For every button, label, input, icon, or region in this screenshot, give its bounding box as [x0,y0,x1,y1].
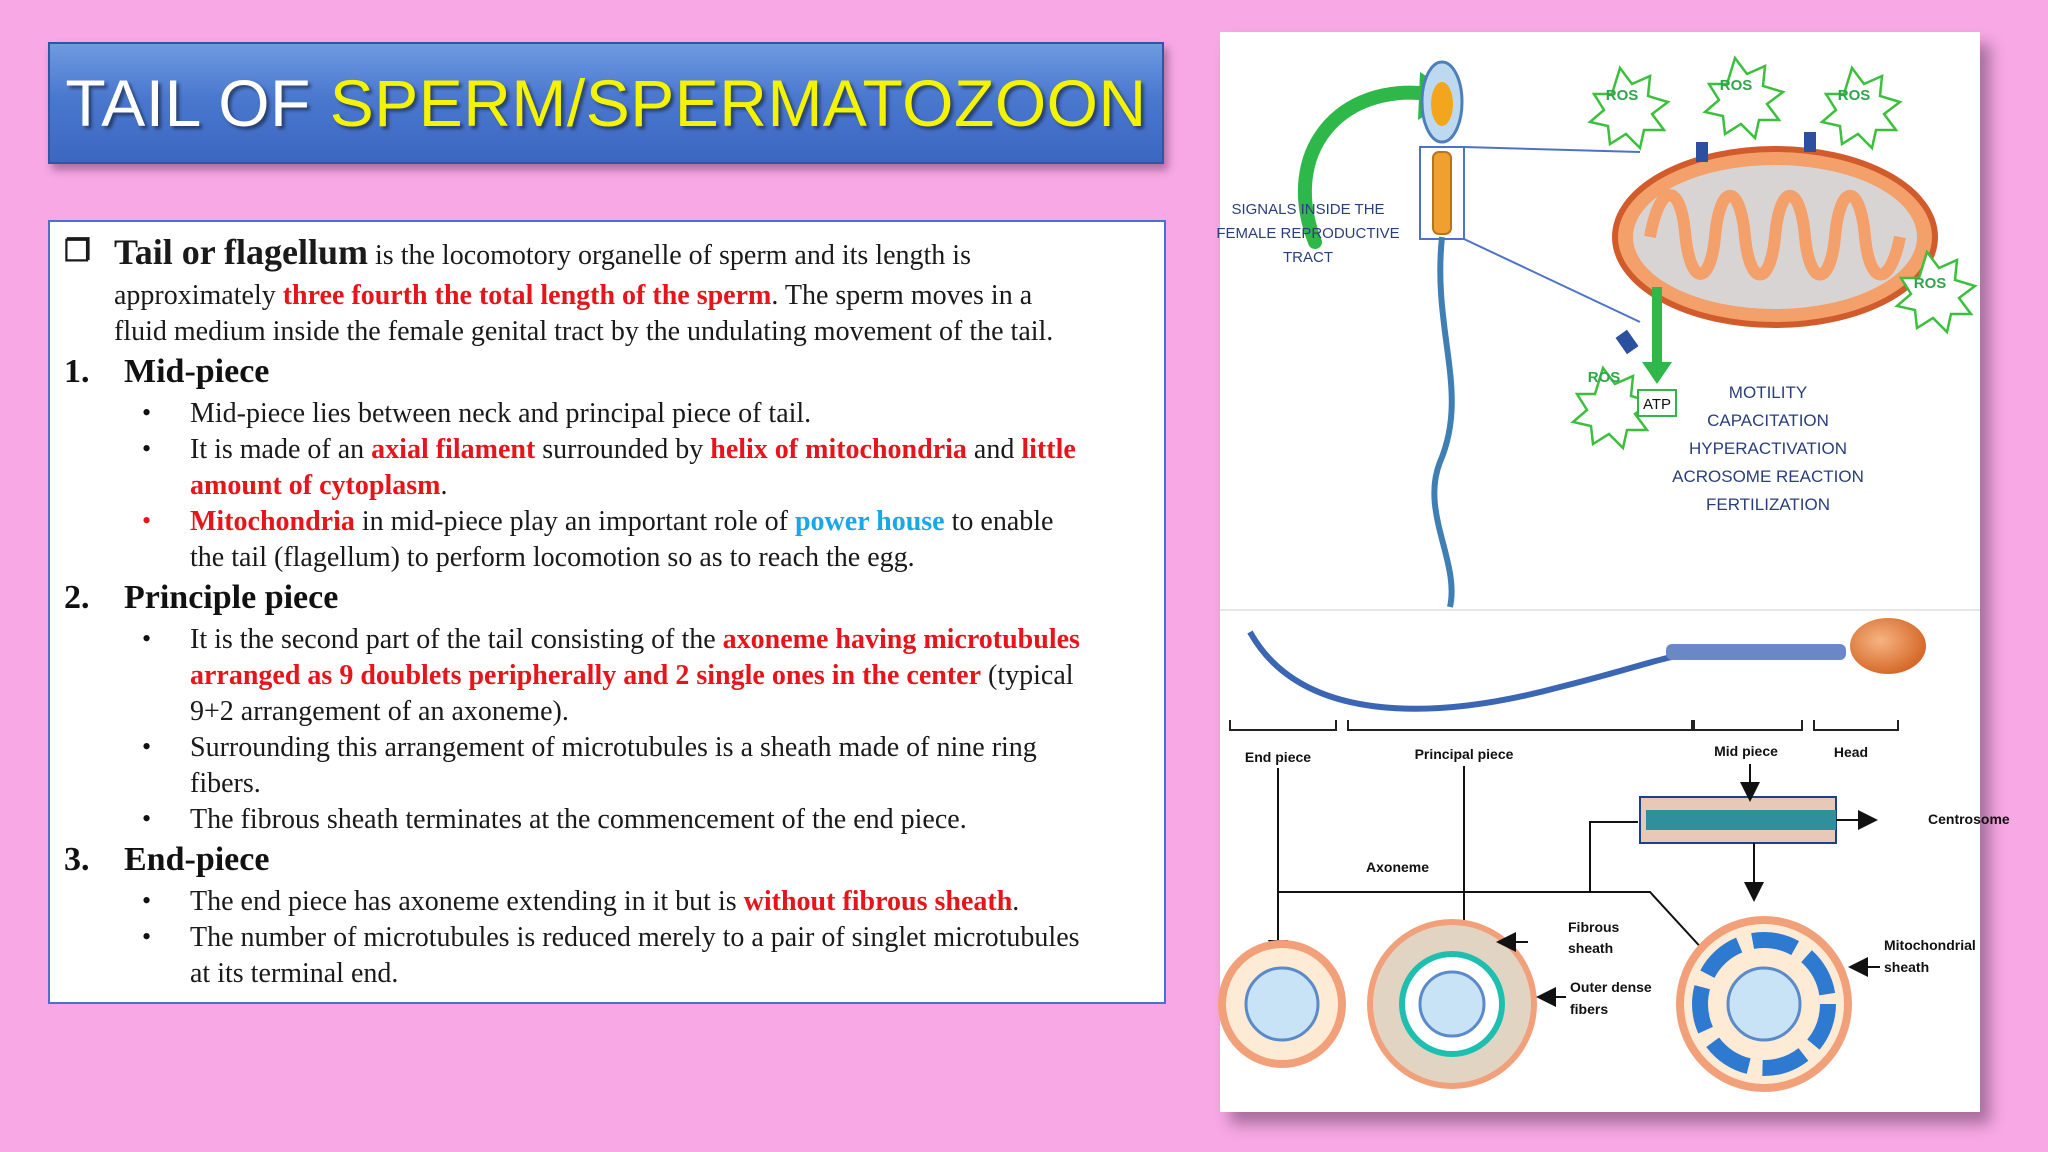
text: It is made of an [190,434,372,465]
bullet-dot: • [142,398,152,427]
sperm-tail-icon [1434,237,1451,607]
midpiece-core-icon [1728,968,1800,1040]
text: to enable [944,506,1054,537]
zoom-line-bottom [1464,239,1640,322]
content-box [48,220,1166,1004]
label-axoneme: Axoneme [1366,859,1430,875]
highlight: axoneme having microtubules [722,624,1080,655]
checkbox-bullet-icon: ❐ [64,235,91,268]
ros-label-3: ROS [1837,87,1871,104]
atp-arrow-shaft [1652,287,1662,367]
bullet-dot: • [142,886,152,915]
mid-bullet-2 [190,432,1076,468]
label-centrosome: Centrosome [1928,811,2010,827]
bracket-mid-piece [1694,720,1802,730]
signals-label-2: FEMALE REPRODUCTIVE [1216,225,1400,242]
bracket-head [1814,720,1898,730]
principal-bullet-1-cont2: 9+2 arrangement of an axoneme). [190,696,569,727]
highlight-blue: power house [794,506,945,537]
midpiece-icon [1433,152,1451,234]
principal-core-icon [1420,972,1484,1036]
intro-text-3: . The sperm moves in a [771,280,1033,311]
text: . [1012,886,1020,917]
bullet-dot: • [142,804,152,833]
bracket-end-piece [1230,720,1336,730]
page-title [65,65,1146,141]
bullet-dot: • [142,922,152,951]
outcome-1: MOTILITY [1728,383,1808,402]
section-3-number: 3. [64,841,90,878]
section-2-heading: Principle piece [124,579,339,616]
title-banner [48,42,1164,164]
atp-synthase-icon [1696,142,1708,162]
intro-text-1: is the locomotory organelle of sperm and its length is [368,240,971,271]
label-fibrous-2: sheath [1568,940,1614,956]
highlight: helix of mitochondria [710,434,967,465]
intro-line-3: fluid medium inside the female genital tract by the undulating movement of the tail. [114,316,1054,347]
label-outer-2: fibers [1570,1001,1609,1017]
end-bullet-1 [190,884,1019,920]
text: The end piece has axoneme extending in it but is [190,886,744,917]
ros-label-1: ROS [1605,87,1639,104]
label-head: Head [1833,744,1869,760]
sperm-diagram-figure [1216,32,2010,1112]
zoom-line-top [1464,147,1640,152]
mid-bullet-1: Mid-piece lies between neck and principal piece of tail. [190,398,812,429]
bullet-dot: • [142,434,152,463]
text: . [440,470,448,501]
end-bullet-2: The number of microtubules is reduced merely to a pair of singlet microtubules [190,922,1080,953]
text: in mid-piece play an important role of [354,506,795,537]
signals-label-1: SIGNALS INSIDE THE [1231,201,1385,218]
highlight: Mitochondria [190,506,355,537]
atp-arrow-icon [1642,362,1672,384]
outcome-3: HYPERACTIVATION [1688,439,1848,458]
principal-bullet-2-cont: fibers. [190,768,261,799]
highlight: little [1021,434,1076,465]
label-mid-piece: Mid piece [1714,743,1778,759]
text: (typical [981,660,1074,691]
ros-label-5: ROS [1587,369,1621,386]
sperm-diagram-svg [1216,32,2010,1112]
text: surrounded by [535,434,711,465]
green-arrow-icon [1305,93,1430,242]
section-2-number: 2. [64,579,90,616]
mid-bullet-3-cont: the tail (flagellum) to perform locomotion so as to reach the egg. [190,542,915,573]
highlight: arranged as 9 doublets peripherally and 2 single ones in the center [190,660,982,691]
outcome-5: FERTILIZATION [1705,495,1831,514]
bullet-dot: • [142,732,152,761]
label-mito-2: sheath [1884,959,1930,975]
bullet-dot: • [142,624,152,653]
ros-label-2: ROS [1719,77,1753,94]
intro-lead: Tail or flagellum [114,232,369,272]
mid-bullet-2-cont [190,468,447,504]
principal-bullet-1-cont [190,658,1074,694]
highlight: axial filament [371,434,536,465]
whole-sperm-head-icon [1850,618,1926,674]
bullet-dot: • [142,506,152,535]
atp-synthase-icon [1616,330,1639,354]
atp-label: ATP [1642,396,1672,413]
atp-synthase-icon [1804,132,1816,152]
intro-line-2 [114,278,1032,314]
end-bullet-2-cont: at its terminal end. [190,958,399,989]
intro-highlight: three fourth the total length of the sperm [282,280,772,311]
whole-sperm-midpiece-icon [1666,644,1846,660]
outcome-4: ACROSOME REACTION [1672,467,1864,486]
intro-text-2: approximately [114,280,283,311]
label-fibrous-1: Fibrous [1568,919,1620,935]
title-part-2: SPERM/SPERMATOZOON [329,66,1147,140]
principal-bullet-2: Surrounding this arrangement of microtubules is a sheath made of nine ring [190,732,1037,763]
signals-label-3: TRACT [1283,249,1333,266]
section-1-heading: Mid-piece [124,353,270,390]
midpiece-cutaway-core [1646,810,1836,830]
whole-sperm-tail-icon [1250,632,1700,709]
end-piece-axoneme-icon [1246,968,1318,1040]
principal-bullet-1 [190,622,1080,658]
label-end-piece: End piece [1244,749,1312,765]
section-1-number: 1. [64,353,90,390]
text: and [966,434,1022,465]
label-principal-piece: Principal piece [1414,746,1514,762]
mid-bullet-3 [190,504,1053,540]
highlight: without fibrous sheath [743,886,1013,917]
principal-bullet-3: The fibrous sheath terminates at the commencement of the end piece. [190,804,967,835]
acrosome-icon [1431,82,1453,126]
title-part-1: TAIL OF [65,66,330,140]
ros-label-4: ROS [1913,275,1947,292]
bracket-principal-piece [1348,720,1692,730]
intro-line-1 [114,234,971,274]
text: It is the second part of the tail consisting of the [190,624,723,655]
outcome-2: CAPACITATION [1707,411,1829,430]
label-outer-1: Outer dense [1570,979,1652,995]
section-3-heading: End-piece [124,841,270,878]
highlight: amount of cytoplasm [190,470,441,501]
label-mito-1: Mitochondrial [1884,937,1976,953]
